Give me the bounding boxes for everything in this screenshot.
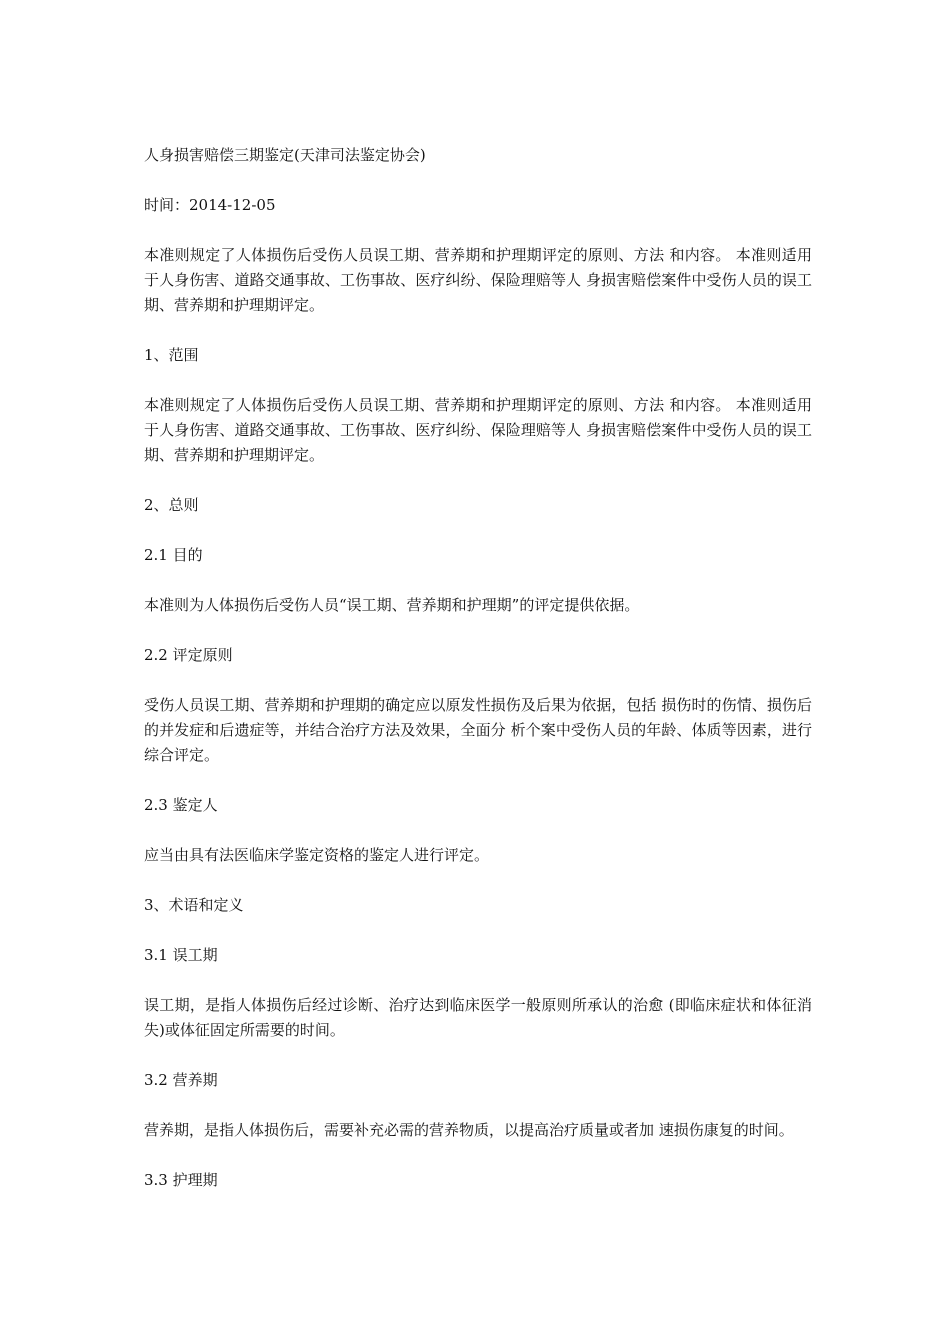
- section-2-1-heading: 2.1 目的: [144, 546, 203, 564]
- date-line: 时间：2014-12-05: [144, 196, 276, 214]
- section-1-paragraph: 本准则规定了人体损伤后受伤人员误工期、营养期和护理期评定的原则、方法 和内容。 本准则适用于人身伤害、道路交通事故、工伤事故、医疗纠纷、保险理赔等人 身损害赔偿案件中受伤人员的误工期、营养期和护理期评定。: [144, 396, 812, 464]
- section-3-2-heading: 3.2 营养期: [144, 1071, 218, 1089]
- document-body: [144, 143, 812, 1193]
- section-3-3-heading: 3.3 护理期: [144, 1171, 218, 1189]
- intro-paragraph: 本准则规定了人体损伤后受伤人员误工期、营养期和护理期评定的原则、方法 和内容。 本准则适用于人身伤害、道路交通事故、工伤事故、医疗纠纷、保险理赔等人 身损害赔偿案件中受伤人员的误工期、营养期和护理期评定。: [144, 246, 812, 314]
- section-2-2-paragraph: 受伤人员误工期、营养期和护理期的确定应以原发性损伤及后果为依据，包括 损伤时的伤情、损伤后的并发症和后遗症等，并结合治疗方法及效果，全面分 析个案中受伤人员的年龄、体质等因素，进行综合评定。: [144, 696, 812, 764]
- section-2-heading: 2、总则: [144, 496, 199, 514]
- section-2-3-paragraph: 应当由具有法医临床学鉴定资格的鉴定人进行评定。: [144, 846, 490, 864]
- section-3-2-paragraph: 营养期，是指人体损伤后，需要补充必需的营养物质，以提高治疗质量或者加 速损伤康复的时间。: [144, 1121, 794, 1139]
- section-3-heading: 3、术语和定义: [144, 896, 244, 914]
- section-2-2-heading: 2.2 评定原则: [144, 646, 233, 664]
- section-2-1-paragraph: 本准则为人体损伤后受伤人员“误工期、营养期和护理期”的评定提供依据。: [144, 596, 640, 614]
- section-1-heading: 1、范围: [144, 346, 199, 364]
- section-3-1-heading: 3.1 误工期: [144, 946, 218, 964]
- section-3-1-paragraph: 误工期，是指人体损伤后经过诊断、治疗达到临床医学一般原则所承认的治愈 (即临床症状和体征消失)或体征固定所需要的时间。: [144, 996, 812, 1039]
- document-title: 人身损害赔偿三期鉴定(天津司法鉴定协会): [144, 146, 426, 164]
- section-2-3-heading: 2.3 鉴定人: [144, 796, 218, 814]
